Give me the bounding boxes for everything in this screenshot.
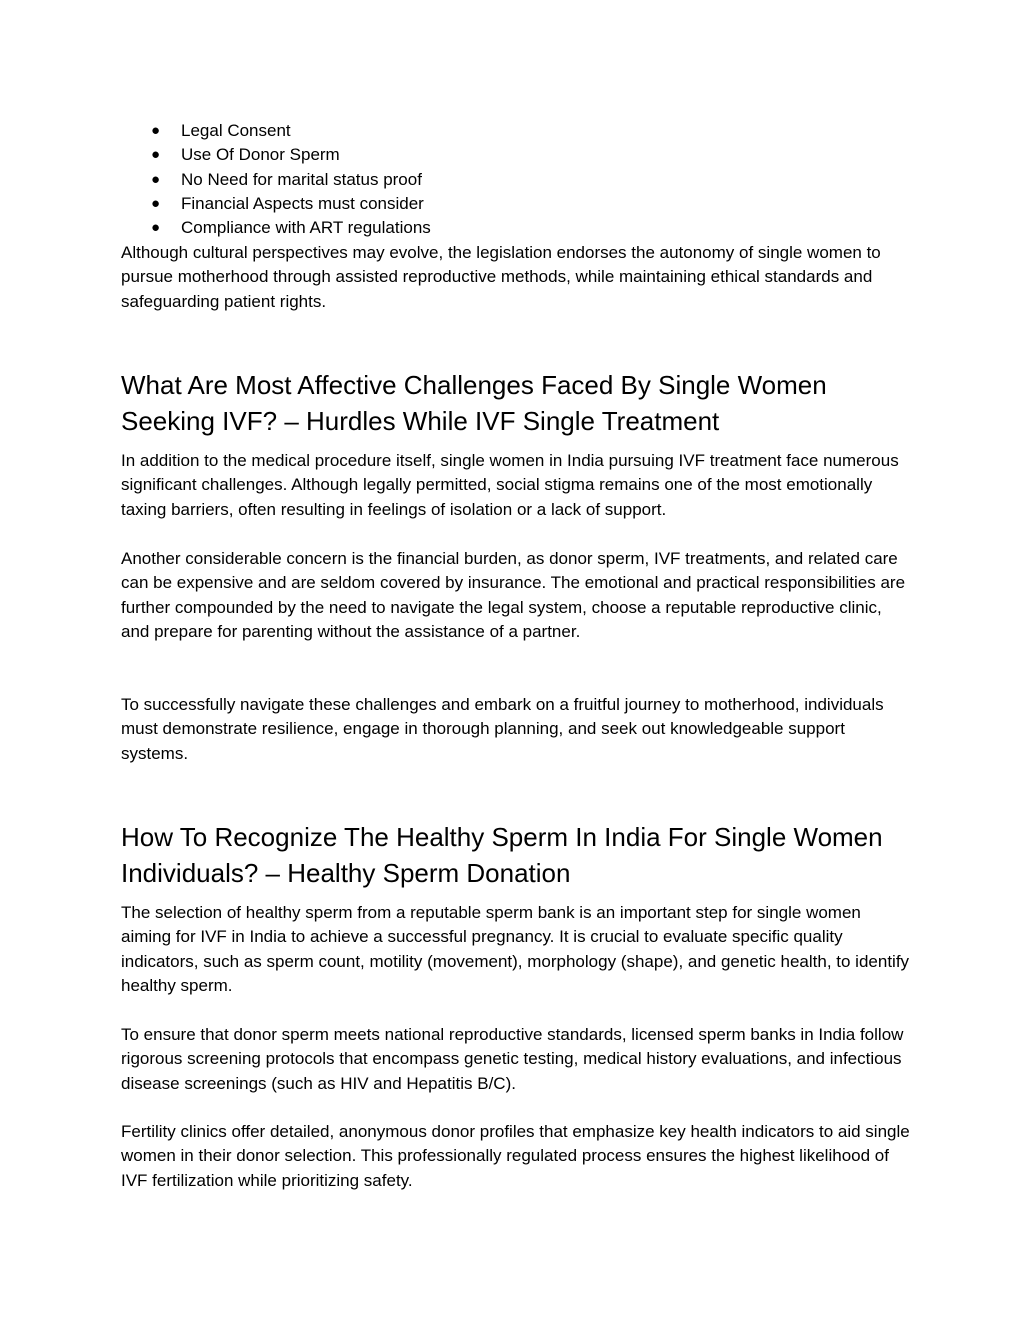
paragraph: In addition to the medical procedure itself, single women in India pursuing IVF treatment face numerous significant challenges. Although legally permitted, social stigma remains one of the most emotionally taxing barriers, often resulting in feelings of isolation or a lack of support. [121,451,899,519]
list-item [120,192,910,216]
paragraph: To ensure that donor sperm meets national reproductive standards, licensed sperm banks in India follow rigorous screening protocols that encompass genetic testing, medical history evaluations, and infectious disease screenings (such as HIV and Hepatitis B/C). [121,1025,904,1093]
list-item-text: Legal Consent [181,121,291,140]
paragraph: The selection of healthy sperm from a reputable sperm bank is an important step for single women aiming for IVF in India to achieve a successful pregnancy. It is crucial to evaluate specific quality indicators, such as sperm count, motility (movement), morphology (shape), and genetic health, to identify healthy sperm. [121,903,910,996]
list-item [120,168,910,192]
section-heading-challenges: What Are Most Affective Challenges Faced By Single Women Seeking IVF? – Hurdles While IVF Single Treatment [121,370,827,436]
list-item [120,216,910,240]
section-heading-healthy-sperm: How To Recognize The Healthy Sperm In India For Single Women Individuals? – Healthy Sperm Donation [121,822,883,888]
intro-paragraph: Although cultural perspectives may evolve, the legislation endorses the autonomy of single women to pursue motherhood through assisted reproductive methods, while maintaining ethical standards and safeguarding patient rights. [121,243,881,311]
paragraph: Fertility clinics offer detailed, anonymous donor profiles that emphasize key health indicators to aid single women in their donor selection. This professionally regulated process ensures the highest likelihood of IVF fertilization while prioritizing safety. [121,1122,910,1190]
list-item-text: No Need for marital status proof [181,169,422,189]
list-item [120,143,910,167]
requirements-list [120,119,910,240]
list-item-text: Financial Aspects must consider [181,193,424,213]
bullet-icon: ● [151,219,161,237]
bullet-icon: ● [151,170,161,188]
paragraph: To successfully navigate these challenges and embark on a fruitful journey to motherhood, individuals must demonstrate resilience, engage in thorough planning, and seek out knowledgeable support systems. [121,695,884,763]
bullet-icon: ● [151,194,161,212]
list-item-text: Use Of Donor Sperm [181,145,340,165]
list-item [120,119,910,143]
list-item-text: Compliance with ART regulations [181,218,431,238]
paragraph: Another considerable concern is the financial burden, as donor sperm, IVF treatments, and related care can be expensive and are seldom covered by insurance. The emotional and practical responsibilities are further compounded by the need to navigate the legal system, choose a reputable reproductive clinic, and prepare for parenting without the assistance of a partner. [121,549,906,642]
bullet-icon: ● [151,122,161,139]
bullet-icon: ● [151,146,161,164]
